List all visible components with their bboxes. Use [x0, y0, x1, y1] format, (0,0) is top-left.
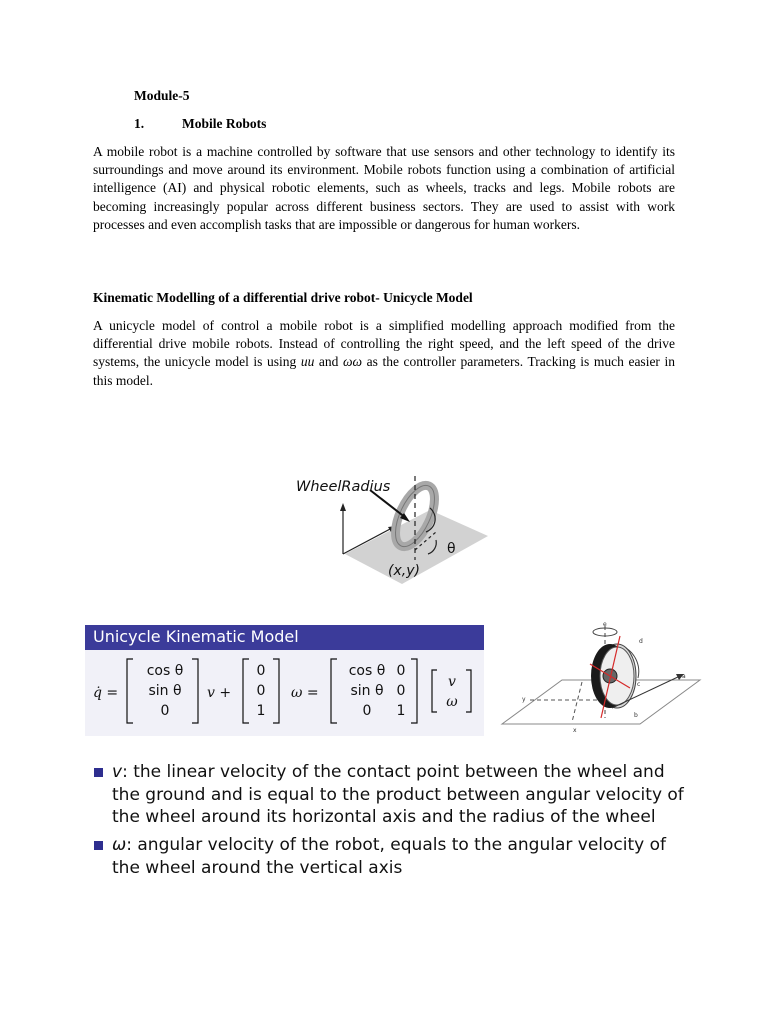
col1-r1: cos θ	[146, 663, 184, 679]
label-b: b	[634, 712, 638, 719]
bullet-marker	[94, 768, 103, 777]
vec-r2: ω	[446, 694, 458, 710]
bullet-marker	[94, 841, 103, 850]
label-d: d	[639, 638, 643, 645]
bracket-2-right	[273, 659, 279, 723]
bullet-item	[112, 761, 687, 829]
col1-r2: sin θ	[148, 683, 182, 699]
intro-paragraph: A mobile robot is a machine controlled by software that use sensors and other technology to identify its surroundings and move around its environment. Mobile robots function using a combination of artificial intelligence (AI) and physical robotic elements, such as wheels, tracks and legs. Mobile robots are becoming increasingly popular across different business sectors. They are used to assist with work processes and even accomplish tasks that are impossible or dangerous for human workers.	[93, 144, 675, 232]
bracket-3-left	[331, 659, 337, 723]
bracket-4-left	[432, 670, 437, 712]
col2-r2: 0	[256, 683, 266, 699]
bracket-1-right	[192, 659, 198, 723]
module-title: Module-5	[134, 88, 190, 103]
unicycle-text-3: as the controller parameters. Tracking is much easier in this model.	[93, 354, 676, 388]
vec-r1: v	[448, 674, 456, 690]
mat-r3-c1: 0	[362, 703, 372, 719]
model-banner: Unicycle Kinematic Model	[85, 625, 484, 650]
kinematic-heading: Kinematic Modelling of a differential drive robot- Unicycle Model	[93, 290, 473, 305]
kinematic-equation	[85, 650, 484, 736]
var-u: uu	[300, 354, 315, 370]
section-title: Mobile Robots	[182, 116, 267, 131]
col2-r1: 0	[256, 663, 266, 679]
var-omega: ωω	[342, 354, 363, 370]
position-label: (x,y)	[388, 563, 420, 579]
eq-omega: ω =	[291, 685, 319, 701]
eq-v-plus: v +	[207, 685, 232, 701]
label-c: c	[637, 681, 641, 688]
unicycle-paragraph	[93, 317, 675, 390]
bullet-text: : the linear velocity of the contact point between the wheel and the ground and is equal to the product between angular velocity of the wheel around its horizontal axis and the radius of the wheel	[112, 762, 684, 827]
mat-r2-c2: 0	[396, 683, 406, 699]
angle-label: θ	[447, 541, 456, 557]
bullet-text: : angular velocity of the robot, equals to the angular velocity of the wheel around the vertical axis	[112, 835, 667, 878]
equation-box	[85, 650, 484, 736]
unicycle-text-1: A unicycle model of control a mobile robot is a simplified modelling approach modified from the differential drive mobile robots. Instead of controlling the right speed, and the left speed of the drive systems, the unicycle model is using	[93, 318, 675, 370]
unicycle-3d-diagram	[500, 618, 706, 740]
bracket-2-left	[243, 659, 249, 723]
mat-r2-c1: sin θ	[350, 683, 384, 699]
label-y: y	[522, 696, 526, 703]
bullet-symbol: v	[112, 762, 123, 782]
unicycle-text-2: and	[314, 354, 343, 370]
bullet-item	[112, 834, 672, 879]
label-a: a	[682, 673, 686, 680]
section-number: 1.	[134, 116, 145, 131]
mat-r1-c2: 0	[396, 663, 406, 679]
label-x: x	[573, 727, 577, 734]
z-axis-arrowhead	[340, 503, 346, 511]
bracket-4-right	[466, 670, 471, 712]
mat-r3-c2: 1	[396, 703, 406, 719]
bracket-3-right	[411, 659, 417, 723]
eq-lhs: q̇ =	[93, 685, 119, 701]
bullet-symbol: ω	[112, 835, 127, 855]
wheel-radius-diagram	[290, 470, 500, 588]
bracket-1-left	[127, 659, 133, 723]
col1-r3: 0	[160, 703, 170, 719]
mat-r1-c1: cos θ	[348, 663, 386, 679]
label-e: e	[603, 621, 607, 628]
x-dashed-line	[572, 682, 582, 722]
wheel-radius-label: WheelRadius	[296, 479, 391, 495]
col2-r3: 1	[256, 703, 266, 719]
